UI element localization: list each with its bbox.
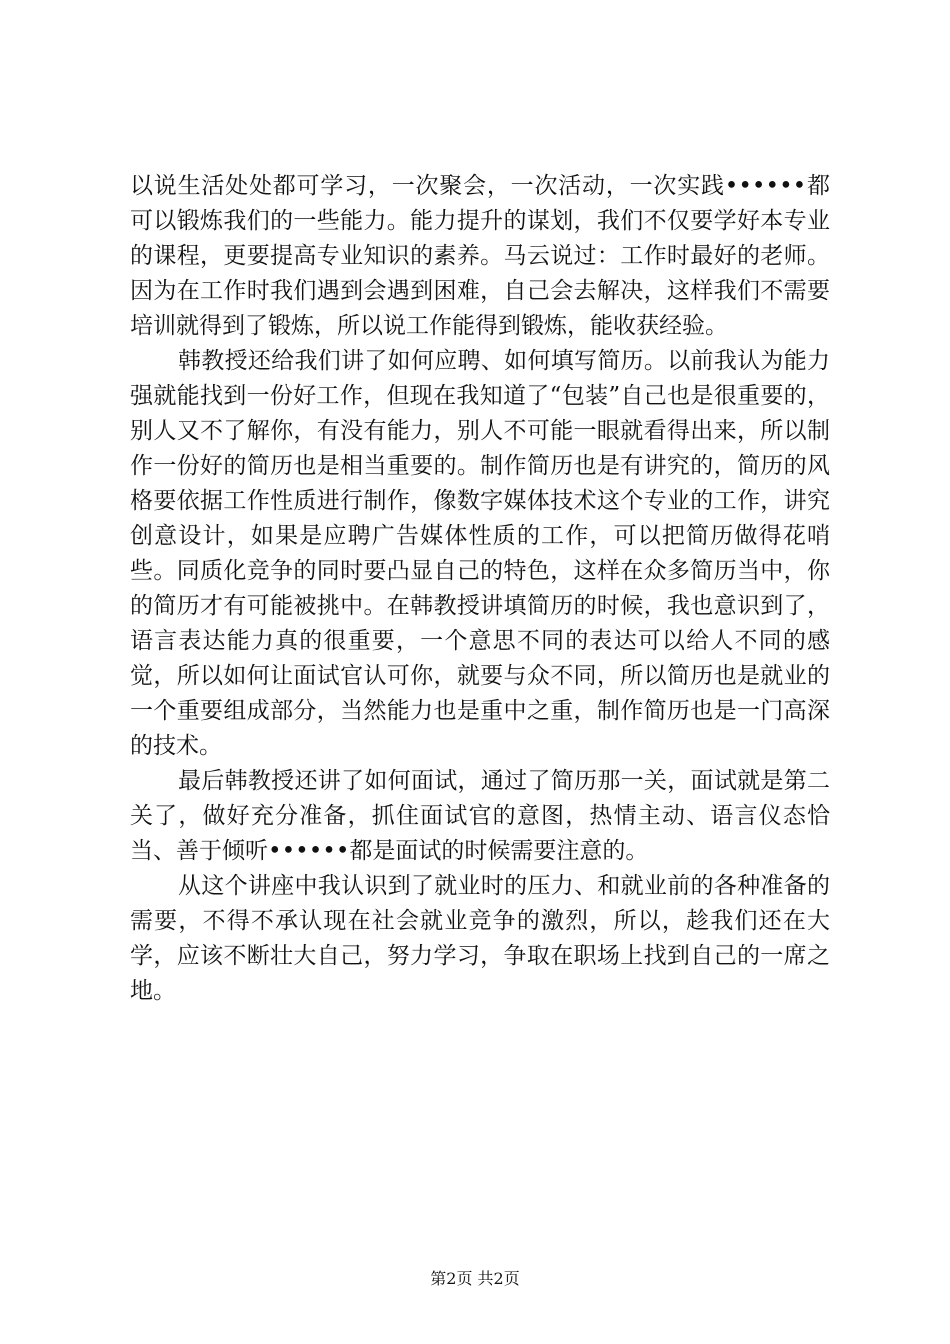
paragraph-conclusion: 从这个讲座中我认识到了就业时的压力、和就业前的各种准备的需要，不得不承认现在社会就业竞争的激烈，所以，趁我们还在大学，应该不断壮大自己，努力学习，争取在职场上找到自己的一席之地。 bbox=[130, 873, 830, 1004]
paragraph-continuation: 以说生活处处都可学习，一次聚会，一次活动，一次实践••••••都可以锻炼我们的一些能力。能力提升的谋划，我们不仅要学好本专业的课程，更要提高专业知识的素养。马云说过：工作时最好的老师。因为在工作时我们遇到会遇到困难，自己会去解决，这样我们不需要培训就得到了锻炼，所以说工作能得到锻炼，能收获经验。 bbox=[130, 173, 830, 339]
page-number-footer: 第2页 共2页 bbox=[430, 1269, 520, 1288]
paragraph-resume: 韩教授还给我们讲了如何应聘、如何填写简历。以前我认为能力强就能找到一份好工作，但现在我知道了“包装”自己也是很重要的，别人又不了解你，有没有能力，别人不可能一眼就看得出来，所以制作一份好的简历也是相当重要的。制作简历也是有讲究的，简历的风格要依据工作性质进行制作，像数字媒体技术这个专业的工作，讲究创意设计，如果是应聘广告媒体性质的工作，可以把简历做得花哨些。同质化竞争的同时要凸显自己的特色，这样在众多简历当中，你的简历才有可能被挑中。在韩教授讲填简历的时候，我也意识到了，语言表达能力真的很重要，一个意思不同的表达可以给人不同的感觉，所以如何让面试官认可你，就要与众不同，所以简历也是就业的一个重要组成部分，当然能力也是重中之重，制作简历也是一门高深的技术。 bbox=[130, 348, 830, 759]
paragraph-interview: 最后韩教授还讲了如何面试，通过了简历那一关，面试就是第二关了，做好充分准备，抓住面试官的意图，热情主动、语言仪态恰当、善于倾听••••••都是面试的时候需要注意的。 bbox=[130, 768, 830, 864]
document-body bbox=[130, 169, 830, 1009]
